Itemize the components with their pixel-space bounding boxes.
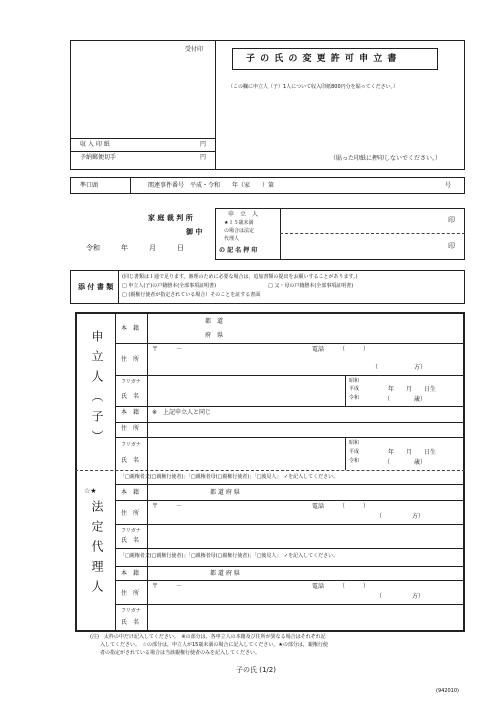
- label-column-divider: [147, 312, 148, 632]
- birth-field[interactable]: 年 月 日生: [388, 386, 437, 393]
- era-showa-2: 昭和: [349, 440, 360, 446]
- postage-yen: 円: [200, 154, 207, 161]
- case-go-label: 号: [445, 182, 452, 189]
- attachment-item-1[interactable]: □ 申立人(子)の戸籍謄本(全部事項証明書): [122, 283, 217, 289]
- rep-row-3: [115, 524, 465, 525]
- era-showa: 昭和: [349, 378, 360, 384]
- app-row-2: [115, 375, 465, 376]
- todofuken-top: 都 道: [205, 318, 224, 325]
- stamp-rule-1: [70, 138, 215, 139]
- revenue-stamp-yen: 円: [200, 141, 207, 148]
- era-heisei: 平成: [349, 386, 360, 392]
- legal-rep-type-line-1[interactable]: 「□親権者父(□親権行使者)」「□親権者母(□親権行使者)」「□後見人」 ✓を記入してください。: [120, 474, 339, 480]
- rep-kata-field[interactable]: （ 方）: [376, 513, 425, 520]
- applicant-line1: 申 立 人: [228, 211, 259, 218]
- attachment-item-3[interactable]: □ (親権行使者が指定されている場合）そのことを証する書面: [122, 292, 261, 298]
- form-code: (942010): [436, 688, 459, 694]
- app-row-4: [115, 422, 465, 423]
- rep-todofuken: 都 道 府 県: [210, 489, 240, 496]
- todofuken-bottom: 府 県: [205, 332, 224, 339]
- same-as-above: ※ 上記申立人と同じ: [152, 409, 212, 416]
- applicant-line5: の 記 名 押 印: [219, 247, 258, 254]
- page-label: 子の氏 (1/2): [236, 666, 276, 674]
- attachments-intro: (同じ書類は１通で足ります。審理のために必要な場合は，追加書類の提出をお願いすることがあります。): [122, 274, 358, 280]
- rep-postal-field[interactable]: 〒 －: [152, 503, 183, 510]
- rep-phone-field[interactable]: 電話 （ ）: [312, 503, 370, 510]
- attachments-label: 添 付 書 類: [78, 283, 114, 291]
- rep-furigana-label: フリガナ: [121, 528, 141, 534]
- date-label: 令和 年 月 日: [86, 244, 184, 252]
- applicant-line3: の場合は法定: [224, 228, 255, 234]
- jusho-label: 住 所: [121, 356, 140, 363]
- phone-field[interactable]: 電話 （ ）: [312, 346, 370, 353]
- uketsuke-label: 受付印: [185, 46, 204, 53]
- honseki-label-2: 本 籍: [121, 409, 140, 416]
- rep-row-1: [115, 484, 465, 485]
- legal-rep-type-line-2[interactable]: 「□親権者父(□親権行使者)」「□親権者母(□親権行使者)」「□後見人」 ✓を記入してください。: [120, 553, 339, 559]
- rep-jusho-label: 住 所: [121, 510, 140, 517]
- rep-row-4: [115, 548, 465, 549]
- section-divider: [75, 470, 465, 471]
- applicant-line4: 代理人: [224, 236, 240, 242]
- side-column-divider: [115, 312, 116, 632]
- court-name: 家 庭 裁 判 所: [148, 214, 193, 222]
- rep2-kata-field[interactable]: （ 方）: [376, 593, 425, 600]
- header-divider: [215, 40, 216, 170]
- legal-rep-side-label: 法定代理人: [90, 500, 104, 600]
- jusho-label-2: 住 所: [121, 425, 140, 432]
- rep2-todofuken: 都 道 府 県: [210, 570, 240, 577]
- stamp-note: （この欄に申立人（子）1人について収入印紙800円分を貼ってください。）: [228, 84, 399, 90]
- shimei-label-2: 氏 名: [121, 457, 140, 464]
- furigana-label: フリガナ: [121, 379, 141, 385]
- birth-divider-2: [345, 437, 346, 470]
- attachment-item-2[interactable]: □ 父・母の戸籍謄本(全部事項証明書): [268, 283, 354, 289]
- rep-honseki-label: 本 籍: [121, 489, 140, 496]
- rep-row-5: [115, 566, 465, 567]
- related-case-label: 関連事件番号 平成・令和 年（家 ）第: [148, 182, 275, 189]
- age-field[interactable]: （ 歳）: [384, 396, 427, 403]
- footer-note-3: 者の指定がされている場合は当該親権行使者のみを記入してください。: [100, 650, 261, 656]
- rep-row-2: [115, 500, 465, 501]
- birth-divider-1: [345, 375, 346, 406]
- page-title: 子 の 氏 の 変 更 許 可 申 立 書: [246, 54, 398, 64]
- birth-field-2[interactable]: 年 月 日生: [388, 449, 437, 456]
- kata-field[interactable]: （ 方）: [372, 364, 427, 371]
- rep2-honseki-label: 本 籍: [121, 570, 140, 577]
- era-reiwa-2: 令和: [349, 458, 360, 464]
- age-field-2[interactable]: （ 歳）: [384, 459, 427, 466]
- junkoutou-label: 準口頭: [80, 182, 99, 189]
- seal-mark-2: 印: [448, 242, 455, 250]
- app-row-3: [115, 406, 465, 407]
- seal-mark-1: 印: [448, 216, 455, 224]
- postal-field[interactable]: 〒 －: [152, 346, 183, 353]
- era-heisei-2: 平成: [349, 449, 360, 455]
- furigana-label-2: フリガナ: [121, 442, 141, 448]
- rep2-jusho-label: 住 所: [121, 590, 140, 597]
- rep2-postal-field[interactable]: 〒 －: [152, 583, 183, 590]
- attachments-divider: [118, 270, 119, 304]
- revenue-stamp-label: 収 入 印 紙: [80, 141, 110, 148]
- seal-box-dashed: [280, 233, 465, 234]
- rep-row-7: [115, 604, 465, 605]
- era-reiwa: 令和: [349, 395, 360, 401]
- gochu-label: 御 中: [186, 228, 203, 236]
- rep2-shimei-label: 氏 名: [121, 619, 140, 626]
- rep-row-6: [115, 580, 465, 581]
- footer-note-2: 入してください。 ☆の部分は，申立人が15歳未満の場合に記入してください。★の部分は，親権行使: [100, 642, 328, 648]
- app-row-1: [115, 343, 465, 344]
- shimei-label: 氏 名: [121, 393, 140, 400]
- honseki-label: 本 籍: [121, 325, 140, 332]
- rep2-furigana-label: フリガナ: [121, 608, 141, 614]
- stamp-caution: （貼った印紙に押印しないでください。）: [330, 155, 442, 162]
- applicant-line2: ★１５歳未満: [224, 220, 254, 226]
- postage-label: 予納郵便切手: [80, 154, 117, 161]
- footer-note-1: (注) 太枠の中だけ記入してください。 ※の部分は，各申立人の本籍及び住所が異なる場合はそれぞれ記: [90, 634, 326, 640]
- rep-shimei-label: 氏 名: [121, 537, 140, 544]
- legal-rep-marks: ☆★: [84, 487, 97, 495]
- seal-box-divider: [280, 208, 281, 260]
- app-row-5: [115, 437, 465, 438]
- case-row-divider: [130, 177, 131, 194]
- rep2-phone-field[interactable]: 電話 （ ）: [312, 583, 370, 590]
- applicant-side-label: 申立人（子）: [90, 330, 104, 450]
- stamp-rule-2: [70, 151, 215, 152]
